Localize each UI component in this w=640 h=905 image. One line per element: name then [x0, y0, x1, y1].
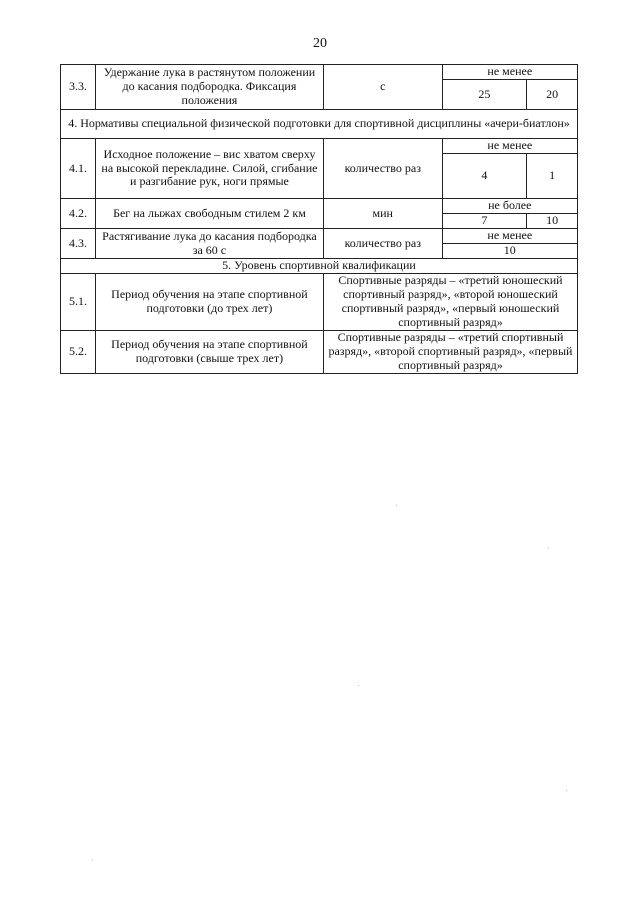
table-row [61, 199, 578, 214]
value-cell: 4 [442, 154, 527, 199]
value-cell: 10 [442, 244, 577, 259]
period-name: Период обучения на этапе спортивной подготовки (свыше трех лет) [95, 331, 323, 374]
scan-speck [566, 790, 567, 791]
exercise-name: Удержание лука в растянутом положении до касания подбородка. Фиксация положения [95, 65, 323, 110]
table-row [61, 274, 578, 331]
value-cell: 25 [442, 80, 527, 110]
condition-cell: не более [442, 199, 577, 214]
scan-speck [548, 548, 549, 549]
table-row [61, 65, 578, 80]
unit-cell: с [323, 65, 442, 110]
section-header-row [61, 110, 578, 139]
exercise-name: Растягивание лука до касания подбородка за 60 с [95, 229, 323, 259]
rank-requirement: Спортивные разряды – «третий юношеский спортивный разряд», «второй юношеский спортивный разряд», «первый юношеский спортивный разряд» [323, 274, 577, 331]
value-cell: 10 [527, 214, 578, 229]
page-number: 20 [313, 36, 327, 51]
scan-speck [92, 860, 93, 861]
value-cell: 1 [527, 154, 578, 199]
table-row [61, 229, 578, 244]
condition-cell: не менее [442, 65, 577, 80]
unit-cell: количество раз [323, 139, 442, 199]
exercise-name: Бег на лыжах свободным стилем 2 км [95, 199, 323, 229]
row-number: 5.2. [61, 331, 96, 374]
section-title: 5. Уровень спортивной квалификации [61, 259, 578, 274]
row-number: 5.1. [61, 274, 96, 331]
row-number: 3.3. [61, 65, 96, 110]
condition-cell: не менее [442, 229, 577, 244]
condition-cell: не менее [442, 139, 577, 154]
value-cell: 7 [442, 214, 527, 229]
table-row [61, 331, 578, 374]
period-name: Период обучения на этапе спортивной подготовки (до трех лет) [95, 274, 323, 331]
unit-cell: количество раз [323, 229, 442, 259]
standards-table [60, 64, 578, 374]
row-number: 4.1. [61, 139, 96, 199]
section-title: 4. Нормативы специальной физической подготовки для спортивной дисциплины «ачери-биатлон» [61, 110, 578, 139]
table-row [61, 139, 578, 154]
rank-requirement: Спортивные разряды – «третий спортивный разряд», «второй спортивный разряд», «первый спортивный разряд» [323, 331, 577, 374]
scan-speck [396, 505, 397, 506]
unit-cell: мин [323, 199, 442, 229]
row-number: 4.2. [61, 199, 96, 229]
value-cell: 20 [527, 80, 578, 110]
row-number: 4.3. [61, 229, 96, 259]
section-header-row [61, 259, 578, 274]
scan-speck [358, 685, 359, 686]
exercise-name: Исходное положение – вис хватом сверху на высокой перекладине. Силой, сгибание и разгибание рук, ноги прямые [95, 139, 323, 199]
